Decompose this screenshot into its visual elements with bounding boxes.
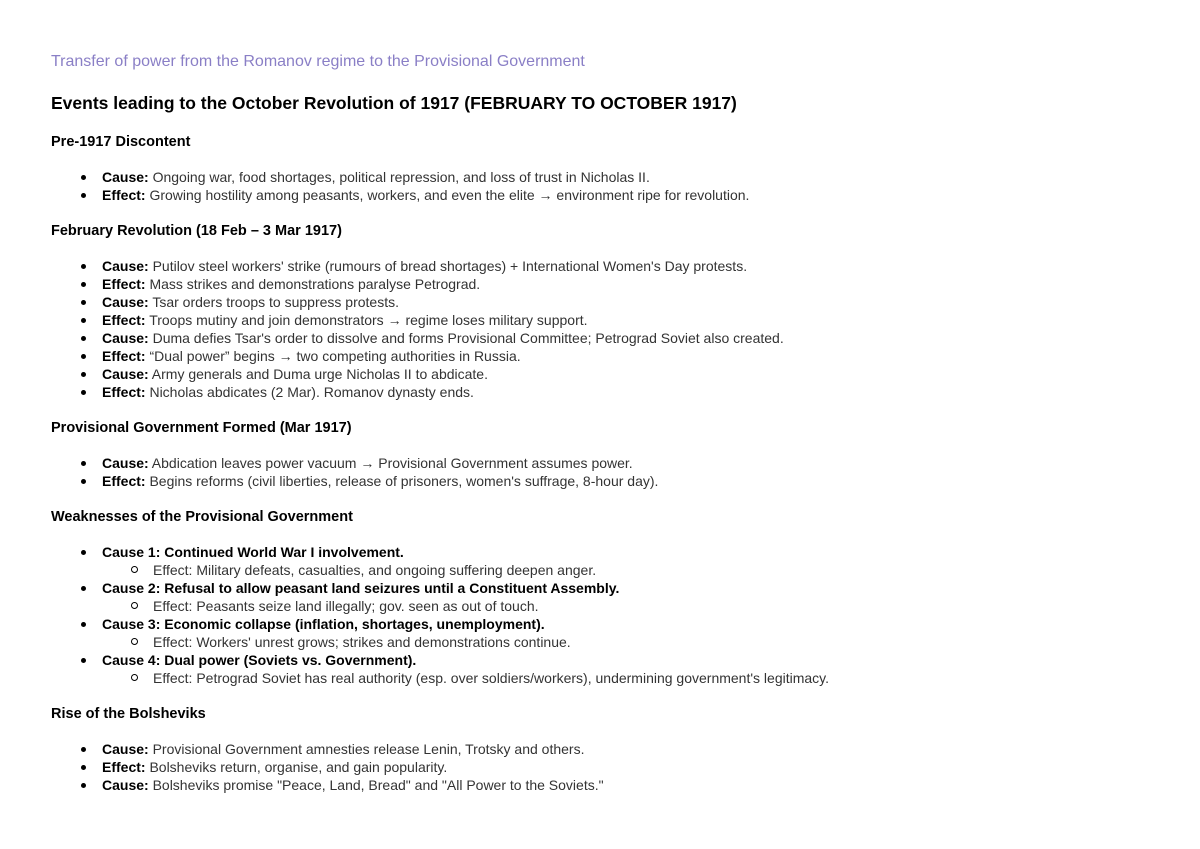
item-text: Tsar orders troops to suppress protests. xyxy=(148,294,399,310)
section-rise-of-bolsheviks xyxy=(51,705,1171,794)
item-text: Nicholas abdicates (2 Mar). Romanov dynasty ends. xyxy=(145,384,474,400)
section-heading: February Revolution (18 Feb – 3 Mar 1917) xyxy=(51,223,342,239)
item-text: Mass strikes and demonstrations paralyse Petrograd. xyxy=(145,276,481,292)
list-item xyxy=(51,740,1171,758)
cause-text: Cause 1: Continued World War I involvement. xyxy=(102,544,404,560)
item-label: Effect: xyxy=(102,348,146,364)
bullet-list xyxy=(51,454,1171,490)
list-item xyxy=(51,472,1171,490)
item-text: Troops mutiny and join demonstrators → regime loses military support. xyxy=(145,312,588,328)
bullet-list xyxy=(51,257,1171,401)
sub-list-item: Effect: Military defeats, casualties, and ongoing suffering deepen anger. xyxy=(102,561,1171,579)
list-item xyxy=(51,365,1171,383)
item-label: Cause: xyxy=(102,258,149,274)
list-item xyxy=(51,347,1171,365)
list-item xyxy=(51,758,1171,776)
list-item xyxy=(51,615,1171,651)
bullet-list xyxy=(51,543,1171,687)
item-text: Bolsheviks promise "Peace, Land, Bread" and "All Power to the Soviets." xyxy=(148,777,604,793)
item-text: Duma defies Tsar's order to dissolve and forms Provisional Committee; Petrograd Soviet also created. xyxy=(148,330,784,346)
section-february-revolution xyxy=(51,222,1171,401)
item-label: Cause: xyxy=(102,777,149,793)
sub-list-item: Effect: Petrograd Soviet has real authority (esp. over soldiers/workers), undermining government's legitimacy. xyxy=(102,669,1171,687)
item-text: Begins reforms (civil liberties, release of prisoners, women's suffrage, 8-hour day). xyxy=(145,473,659,489)
item-text: Abdication leaves power vacuum → Provisional Government assumes power. xyxy=(148,455,633,471)
document-title: Events leading to the October Revolution of 1917 (FEBRUARY TO OCTOBER 1917) xyxy=(51,93,737,113)
section-pre-1917 xyxy=(51,133,1171,204)
bullet-list xyxy=(51,168,1171,204)
item-text: Putilov steel workers' strike (rumours of bread shortages) + International Women's Day protests. xyxy=(148,258,748,274)
list-item xyxy=(51,651,1171,687)
cause-text: Cause 3: Economic collapse (inflation, shortages, unemployment). xyxy=(102,616,545,632)
section-heading: Provisional Government Formed (Mar 1917) xyxy=(51,420,352,436)
section-weaknesses xyxy=(51,508,1171,687)
item-label: Cause: xyxy=(102,169,149,185)
item-label: Cause: xyxy=(102,366,149,382)
item-label: Effect: xyxy=(102,384,146,400)
item-text: Provisional Government amnesties release Lenin, Trotsky and others. xyxy=(148,741,585,757)
list-item xyxy=(51,311,1171,329)
sub-list xyxy=(102,669,1171,687)
sub-list-item: Effect: Peasants seize land illegally; gov. seen as out of touch. xyxy=(102,597,1171,615)
list-item xyxy=(51,186,1171,204)
item-label: Effect: xyxy=(102,473,146,489)
item-text: Army generals and Duma urge Nicholas II to abdicate. xyxy=(148,366,488,382)
sub-list xyxy=(102,597,1171,615)
list-item xyxy=(51,776,1171,794)
item-label: Effect: xyxy=(102,312,146,328)
item-text: “Dual power” begins → two competing authorities in Russia. xyxy=(145,348,521,364)
list-item xyxy=(51,168,1171,186)
item-label: Effect: xyxy=(102,187,146,203)
list-item xyxy=(51,383,1171,401)
list-item xyxy=(51,579,1171,615)
cause-text: Cause 2: Refusal to allow peasant land seizures until a Constituent Assembly. xyxy=(102,580,620,596)
list-item xyxy=(51,275,1171,293)
item-label: Cause: xyxy=(102,330,149,346)
item-text: Bolsheviks return, organise, and gain popularity. xyxy=(145,759,448,775)
section-heading: Rise of the Bolsheviks xyxy=(51,706,206,722)
item-label: Cause: xyxy=(102,455,149,471)
section-provisional-government-formed xyxy=(51,419,1171,490)
list-item xyxy=(51,543,1171,579)
section-heading: Pre-1917 Discontent xyxy=(51,134,191,150)
list-item xyxy=(51,454,1171,472)
list-item xyxy=(51,293,1171,311)
item-label: Effect: xyxy=(102,276,146,292)
item-label: Effect: xyxy=(102,759,146,775)
list-item xyxy=(51,257,1171,275)
sub-list-item: Effect: Workers' unrest grows; strikes and demonstrations continue. xyxy=(102,633,1171,651)
sub-list xyxy=(102,561,1171,579)
bullet-list xyxy=(51,740,1171,794)
item-label: Cause: xyxy=(102,741,149,757)
item-text: Ongoing war, food shortages, political repression, and loss of trust in Nicholas II. xyxy=(148,169,650,185)
document-subtitle: Transfer of power from the Romanov regime to the Provisional Government xyxy=(51,53,585,70)
document-page xyxy=(51,52,1171,794)
sub-list xyxy=(102,633,1171,651)
list-item xyxy=(51,329,1171,347)
cause-text: Cause 4: Dual power (Soviets vs. Government). xyxy=(102,652,417,668)
item-label: Cause: xyxy=(102,294,149,310)
item-text: Growing hostility among peasants, workers, and even the elite → environment ripe for revolution. xyxy=(145,187,750,203)
section-heading: Weaknesses of the Provisional Government xyxy=(51,509,353,525)
